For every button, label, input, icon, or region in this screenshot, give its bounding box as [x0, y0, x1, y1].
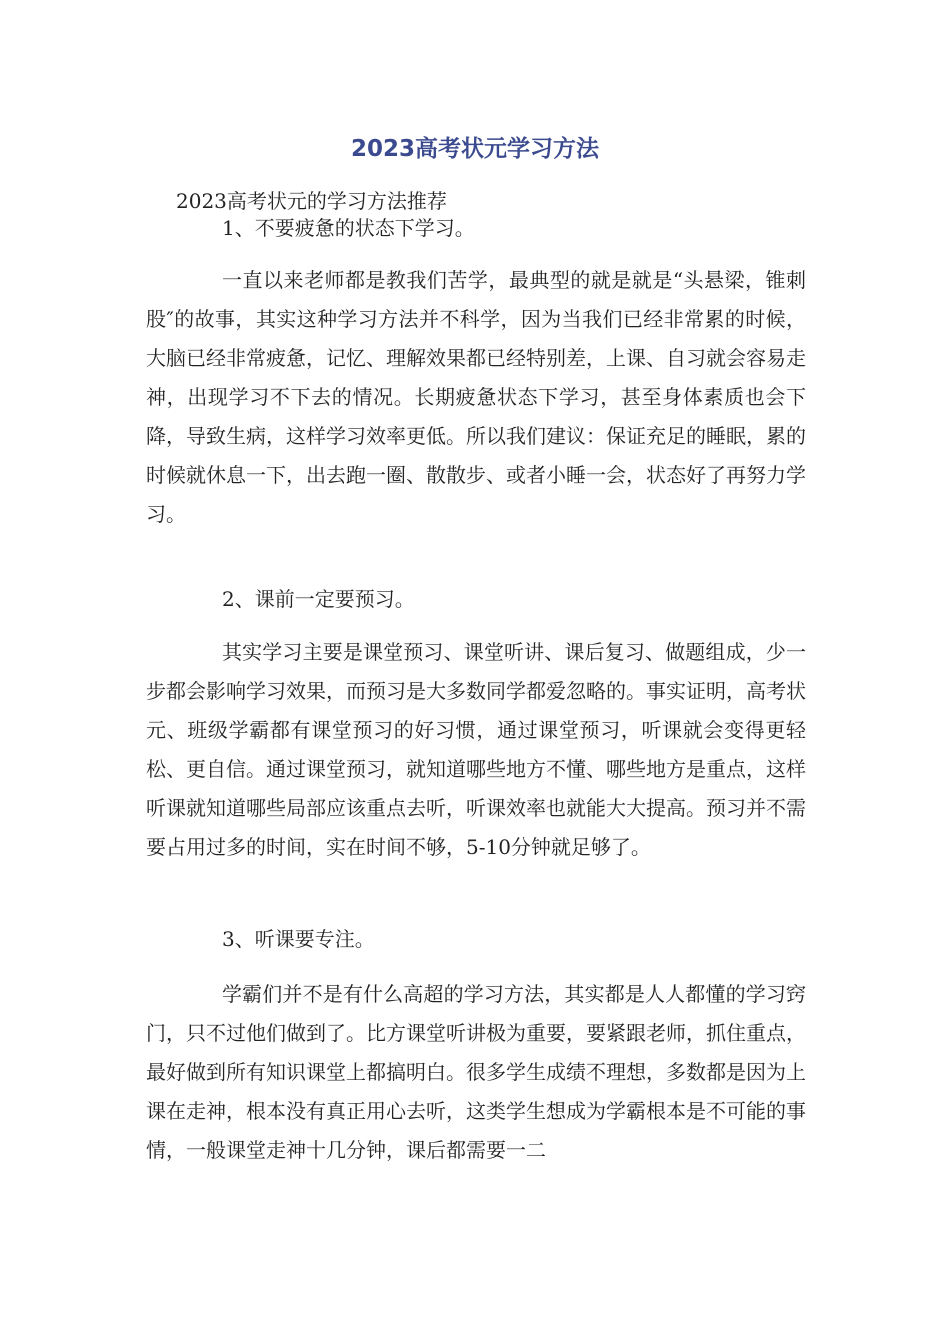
document-subtitle: 2023高考状元的学习方法推荐: [176, 189, 447, 213]
document-title: 2023高考状元学习方法: [350, 136, 599, 162]
section-heading-2: 2、课前一定要预习。: [222, 587, 415, 611]
section-paragraph-1: 一直以来老师都是教我们苦学，最典型的就是就是“头悬梁，锥刺股″的故事，其实这种学习方法并不科学，因为当我们已经非常累的时候，大脑已经非常疲惫，记忆、理解效果都已经特别差，上课、自习就会容易走神，出现学习不下去的情况。长期疲惫状态下学习，甚至身体素质也会下降，导致生病，这样学习效率更低。所以我们建议：保证充足的睡眠，累的时候就休息一下，出去跑一圈、散散步、或者小睡一会，状态好了再努力学习。: [146, 268, 806, 526]
section-heading-3: 3、听课要专注。: [222, 927, 375, 951]
section-paragraph-2: 其实学习主要是课堂预习、课堂听讲、课后复习、做题组成，少一步都会影响学习效果，而预习是大多数同学都爱忽略的。事实证明，高考状元、班级学霸都有课堂预习的好习惯，通过课堂预习，听课就会变得更轻松、更自信。通过课堂预习，就知道哪些地方不懂、哪些地方是重点，这样听课就知道哪些局部应该重点去听，听课效率也就能大大提高。预习并不需要占用过多的时间，实在时间不够，5-10分钟就足够了。: [146, 640, 806, 859]
section-paragraph-3: 学霸们并不是有什么高超的学习方法，其实都是人人都懂的学习窍门，只不过他们做到了。比方课堂听讲极为重要，要紧跟老师，抓住重点，最好做到所有知识课堂上都搞明白。很多学生成绩不理想，多数都是因为上课在走神，根本没有真正用心去听，这类学生想成为学霸根本是不可能的事情，一般课堂走神十几分钟，课后都需要一二: [146, 982, 806, 1162]
section-heading-1: 1、不要疲惫的状态下学习。: [222, 216, 475, 240]
